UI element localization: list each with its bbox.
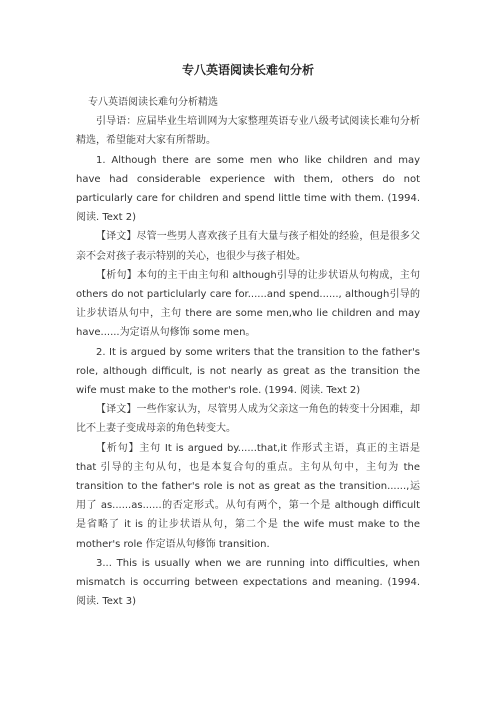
sentence-1-analysis: 【析句】本句的主干由主句和 although引导的让步状语从句构成，主句 others do not particlularly care for......and spend......, although引导的让步状语从句中，主句 there are some men,who lie children and may have......为定语从句修饰 some men。 xyxy=(76,269,420,339)
sentence-1-translation: 【译文】尽管一些男人喜欢孩子且有大量与孩子相处的经验，但是很多父亲不会对孩子表示特别的关心，也很少与孩子相处。 xyxy=(76,231,420,262)
document-body xyxy=(76,93,420,611)
sentence-3-paragraph: 3... This is usually when we are running into difficulties, when mismatch is occurring between expectations and meaning. (1994. 阅读. Text 3) xyxy=(76,557,420,608)
document-title: 专八英语阅读长难句分析 xyxy=(181,63,314,77)
intro-paragraph: 引导语：应届毕业生培训网为大家整理英语专业八级考试阅读长难句分析精选，希望能对大家有所帮助。 xyxy=(76,116,420,147)
sentence-1-paragraph: 1. Although there are some men who like children and may have had considerable experience with them, others do not particularly care for children and spend little time with them. (1994. 阅读. Text 2) xyxy=(76,154,420,224)
sentence-2-translation: 【译文】一些作家认为，尽管男人成为父亲这一角色的转变十分困难，却比不上妻子变成母亲的角色转变大。 xyxy=(76,404,420,435)
document-subtitle: 专八英语阅读长难句分析精选 xyxy=(88,97,218,108)
sentence-2-paragraph: 2. It is argued by some writers that the transition to the father's role, although difficult, is not nearly as great as the transition the wife must make to the mother's role. (1994. 阅读. Text 2) xyxy=(76,346,420,397)
sentence-2-analysis: 【析句】主句 It is argued by......that,it 作形式主语，真正的主语是 that 引导的主句从句，也是本复合句的重点。主句从句中，主句为 the transition to the father's role is not as great as the transition......,运用了 as......as......的否定形式。从句有两个，第一个是 although difficult 是省略了 it is 的让步状语从句，第二个是 the wife must make to the mother's role 作定语从句修饰 transition. xyxy=(76,442,420,550)
